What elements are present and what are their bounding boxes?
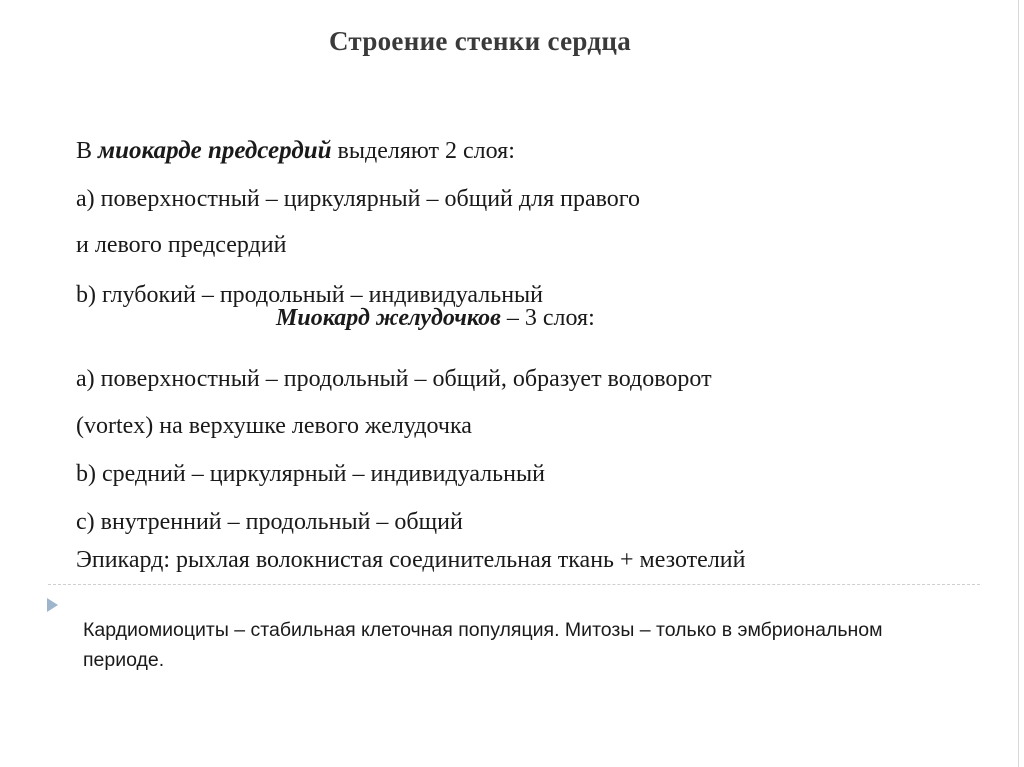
epicardium-line: Эпикард: рыхлая волокнистая соединительная ткань + мезотелий — [76, 547, 746, 573]
ventricular-layer-a-line1: а) поверхностный – продольный – общий, образует водоворот — [76, 366, 712, 392]
ventricular-layer-b: b) средний – циркулярный – индивидуальный — [76, 461, 545, 487]
atrial-layer-a-line2: и левого предсердий — [76, 232, 287, 258]
divider — [48, 584, 980, 585]
atrial-emphasis: миокарде предсердий — [98, 137, 332, 164]
atrial-heading — [76, 138, 515, 163]
cardiomyocytes-note: Кардиомиоциты – стабильная клеточная популяция. Митозы – только в эмбриональном периоде. — [83, 619, 883, 671]
atrial-layer-a-line1: а) поверхностный – циркулярный – общий для правого — [76, 186, 641, 212]
triangle-bullet-icon — [47, 598, 58, 612]
ventricular-layer-a-line2: (vortex) на верхушке левого желудочка — [76, 413, 472, 439]
atrial-layer-b: b) глубокий – продольный – индивидуальный — [76, 282, 544, 308]
slide-title: Строение стенки сердца — [328, 26, 631, 56]
ventricular-layer-c: c) внутренний – продольный – общий — [76, 509, 463, 535]
ventricular-suffix: – 3 слоя: — [500, 305, 595, 331]
ventricular-emphasis: Миокард желудочков — [276, 305, 501, 331]
ventricular-heading — [276, 306, 595, 330]
atrial-suffix: выделяют 2 слоя: — [331, 138, 515, 164]
atrial-prefix: В — [76, 138, 99, 164]
